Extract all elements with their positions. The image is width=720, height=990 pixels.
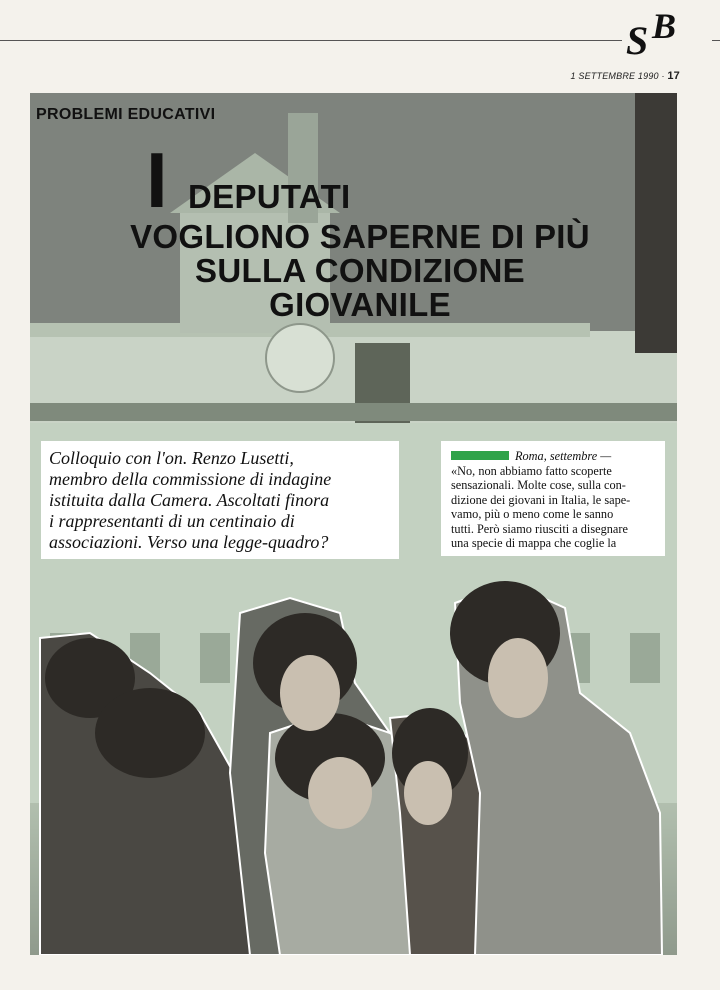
section-label: PROBLEMI EDUCATIVI xyxy=(36,106,216,123)
lede-line: tutti. Però siamo riusciti a disegnare xyxy=(451,521,628,536)
separator: · xyxy=(661,71,665,81)
headline-line-4: GIOVANILE xyxy=(269,286,451,323)
logo-s: S xyxy=(626,18,649,60)
headline-line-1-text: DEPUTATI xyxy=(188,178,351,215)
deck-line: i rappresentanti di un centinaio di xyxy=(49,511,295,531)
page-reference xyxy=(571,70,680,82)
deck-line: associazioni. Verso una legge-quadro? xyxy=(49,532,329,552)
lede-box xyxy=(441,441,665,556)
deck-line: Colloquio con l'on. Renzo Lusetti, xyxy=(49,448,294,468)
top-rule xyxy=(0,40,720,41)
lede-dateline-line xyxy=(451,449,655,464)
lede-line: sensazionali. Molte cose, sulla con- xyxy=(451,478,626,492)
logo-b: B xyxy=(652,6,677,46)
issue-date: 1 SETTEMBRE 1990 xyxy=(570,71,659,81)
headline-line-3: SULLA CONDIZIONE xyxy=(195,252,525,289)
accent-bar xyxy=(451,451,509,460)
lede-line: dizione dei giovani in Italia, le sape- xyxy=(451,492,631,507)
lede-line: una specie di mappa che coglie la xyxy=(451,536,617,550)
headline-line-1 xyxy=(60,136,660,224)
deck-box xyxy=(41,441,399,559)
lede-line: «No, non abbiamo fatto scoperte xyxy=(451,463,612,478)
deck-line: istituita dalla Camera. Ascoltati finora xyxy=(49,490,330,510)
deck-line: membro della commissione di indagine xyxy=(49,469,332,489)
headline-dropcap: I xyxy=(146,136,168,224)
headline xyxy=(60,136,660,323)
headline-line-2: VOGLIONO SAPERNE DI PIÙ xyxy=(130,218,590,255)
lede-line: vamo, più o meno come le sanno xyxy=(451,507,614,521)
magazine-logo xyxy=(622,4,712,60)
page-number: 17 xyxy=(667,70,680,82)
lede-dateline: Roma, settembre — xyxy=(515,449,612,463)
